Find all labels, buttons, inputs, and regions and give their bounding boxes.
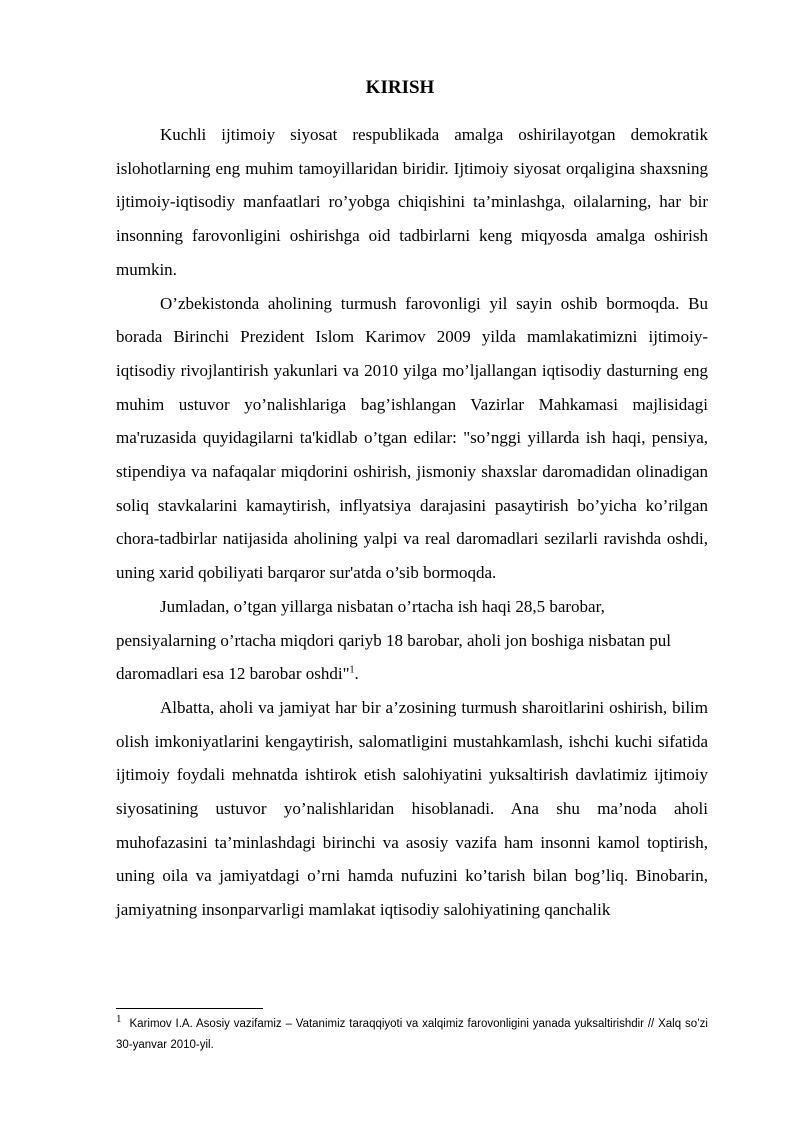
footnote-reference[interactable]: 1	[349, 664, 355, 676]
paragraph-2: O’zbekistonda aholining turmush farovonligi yil sayin oshib bormoqda. Bu borada Birinchi Prezident Islom Karimov 2009 yilda mamlakatimizni ijtimoiy-iqtisodiy rivojlantirish yakunlari va 2010 yilga mo’ljallangan iqtisodiy dasturning eng muhim ustuvor yo’nalishlariga bag’ishlangan Vazirlar Mahkamasi majlisidagi ma'ruzasida quyidagilarni ta'kidlab o’tgan edilar: "so’nggi yillarda ish haqi, pensiya, stipendiya va nafaqalar miqdorini oshirish, jismoniy shaxslar daromadidan olinadigan soliq stavkalarini kamaytirish, inflyatsiya darajasini pasaytirish bo’yicha ko’rilgan chora-tadbirlar natijasida aholining yalpi va real daromadlari sezilarli ravishda oshdi, uning xarid qobiliyati barqaror sur'atda o’sib bormoqda.	[116, 293, 708, 583]
paragraph-3-text: Jumladan, o’tgan yillarga nisbatan o’rtacha ish haqi 28,5 barobar, pensiyalarning o’rtacha miqdori qariyb 18 barobar, aholi jon boshiga nisbatan pul daromadlari esa 12 barobar oshdi"	[116, 596, 671, 684]
paragraph-3-end: .	[354, 664, 359, 684]
paragraph-4: Albatta, aholi va jamiyat har bir a’zosining turmush sharoitlarini oshirish, bilim olish imkoniyatlarini kengaytirish, salomatligini mustahkamlash, ishchi kuchi sifatida ijtimoiy foydali mehnatda ishtirok etish salohiyatini yuksaltirish davlatimiz ijtimoiy siyosatining ustuvor yo’nalishlaridan hisoblanadi. Ana shu ma’noda aholi muhofazasini ta’minlashdagi birinchi va asosiy vazifa ham insonni kamol toptirish, uning oila va jamiyatdagi o’rni hamda nufuzini ko’tarish bilan bog’liq. Binobarin, jamiyatning insonparvarligi mamlakat iqtisodiy salohiyatining qanchalik	[116, 697, 708, 920]
page-title: KIRISH	[365, 77, 435, 98]
footnote-separator	[116, 1008, 263, 1009]
paragraph-1: Kuchli ijtimoiy siyosat respublikada amalga oshirilayotgan demokratik islohotlarning eng muhim tamoyillaridan biridir. Ijtimoiy siyosat orqaligina shaxsning ijtimoiy-iqtisodiy manfaatlari ro’yobga chiqishini ta’minlashga, oilalarning, har bir insonning farovonligini oshirishga oid tadbirlarni keng miqyosda amalga oshirish mumkin.	[116, 125, 708, 279]
body-text	[116, 118, 708, 927]
footnote-mark: 1	[116, 1013, 122, 1026]
footnote	[116, 1014, 708, 1056]
paragraph-3	[116, 590, 708, 691]
footnote-text: Karimov I.A. Asosiy vazifamiz – Vatanimiz taraqqiyoti va xalqimiz farovonligini yanada yuksaltirishdir // Xalq so’zi 30-yanvar 2010-yil.	[116, 1018, 708, 1051]
